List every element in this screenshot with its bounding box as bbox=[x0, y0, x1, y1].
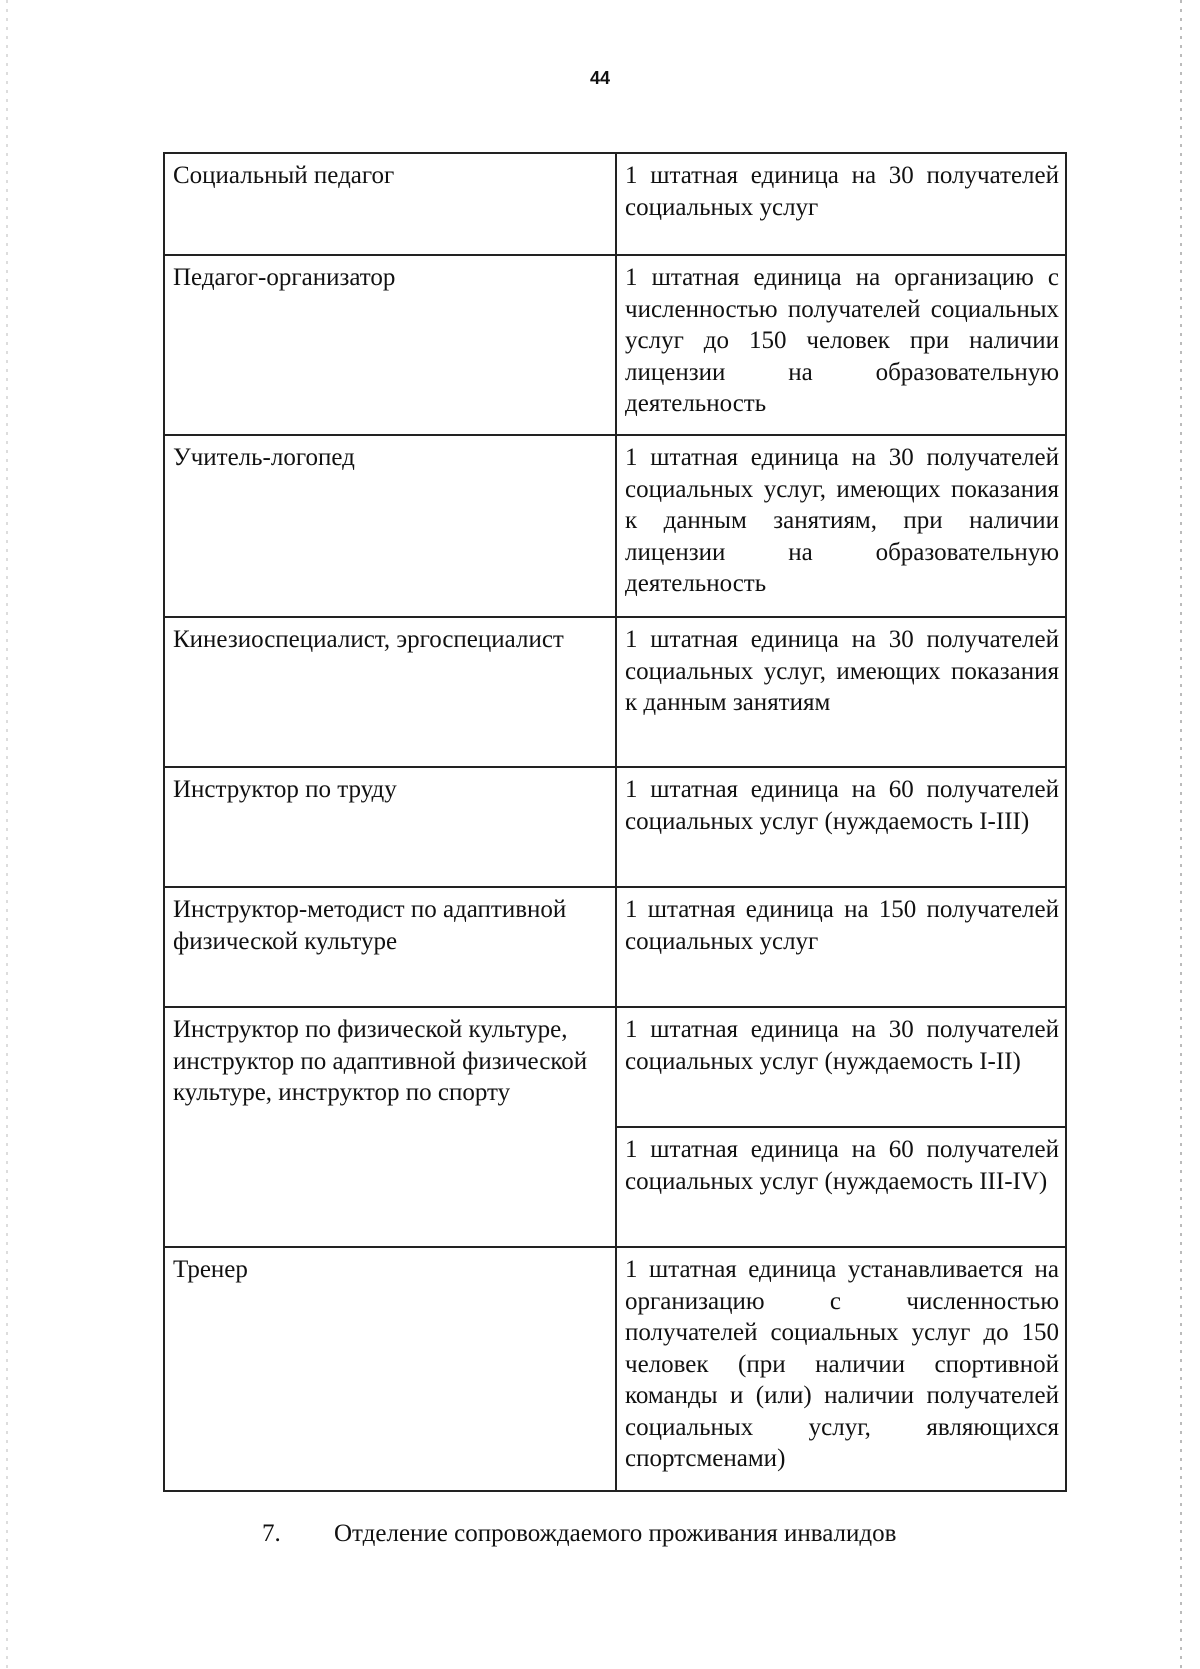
position-cell: Кинезиоспециалист, эргоспециалист bbox=[164, 617, 616, 767]
table-row bbox=[164, 153, 1066, 255]
table-row bbox=[164, 1007, 1066, 1127]
norm-cell: 1 штатная единица на 60 получателей социальных услуг (нуждаемость III-IV) bbox=[616, 1127, 1066, 1247]
table-row bbox=[164, 767, 1066, 887]
staffing-table bbox=[163, 152, 1067, 1492]
position-cell: Инструктор по труду bbox=[164, 767, 616, 887]
position-cell: Педагог-организатор bbox=[164, 255, 616, 435]
table-row bbox=[164, 617, 1066, 767]
table-row bbox=[164, 255, 1066, 435]
position-cell: Инструктор по физической культуре, инструктор по адаптивной физической культуре, инструктор по спорту bbox=[164, 1007, 616, 1247]
norm-cell: 1 штатная единица на организацию с численностью получателей социальных услуг до 150 человек при наличии лицензии на образовательную деятельность bbox=[616, 255, 1066, 435]
norm-cell: 1 штатная единица на 150 получателей социальных услуг bbox=[616, 887, 1066, 1007]
table-row bbox=[164, 1247, 1066, 1491]
table-row bbox=[164, 435, 1066, 617]
scan-edge-right bbox=[1180, 0, 1182, 1669]
norm-cell: 1 штатная единица устанавливается на организацию с численностью получателей социальных услуг до 150 человек (при наличии спортивной команды и (или) наличии получателей социальных услуг, являющихся спортсменами) bbox=[616, 1247, 1066, 1491]
page-number: 44 bbox=[589, 68, 611, 88]
position-cell: Социальный педагог bbox=[164, 153, 616, 255]
position-cell: Учитель-логопед bbox=[164, 435, 616, 617]
section-title: Отделение сопровождаемого проживания инвалидов bbox=[334, 1520, 897, 1547]
norm-cell: 1 штатная единица на 30 получателей социальных услуг, имеющих показания к данным занятиям bbox=[616, 617, 1066, 767]
norm-cell: 1 штатная единица на 30 получателей социальных услуг bbox=[616, 153, 1066, 255]
norm-cell: 1 штатная единица на 30 получателей социальных услуг (нуждаемость I-II) bbox=[616, 1007, 1066, 1127]
position-cell: Тренер bbox=[164, 1247, 616, 1491]
position-cell: Инструктор-методист по адаптивной физической культуре bbox=[164, 887, 616, 1007]
section-number: 7. bbox=[262, 1520, 281, 1547]
table-row bbox=[164, 887, 1066, 1007]
norm-cell: 1 штатная единица на 30 получателей социальных услуг, имеющих показания к данным занятиям, при наличии лицензии на образовательную деятельность bbox=[616, 435, 1066, 617]
norm-cell: 1 штатная единица на 60 получателей социальных услуг (нуждаемость I-III) bbox=[616, 767, 1066, 887]
section-heading bbox=[262, 1520, 896, 1548]
scan-edge-left bbox=[6, 0, 8, 1669]
